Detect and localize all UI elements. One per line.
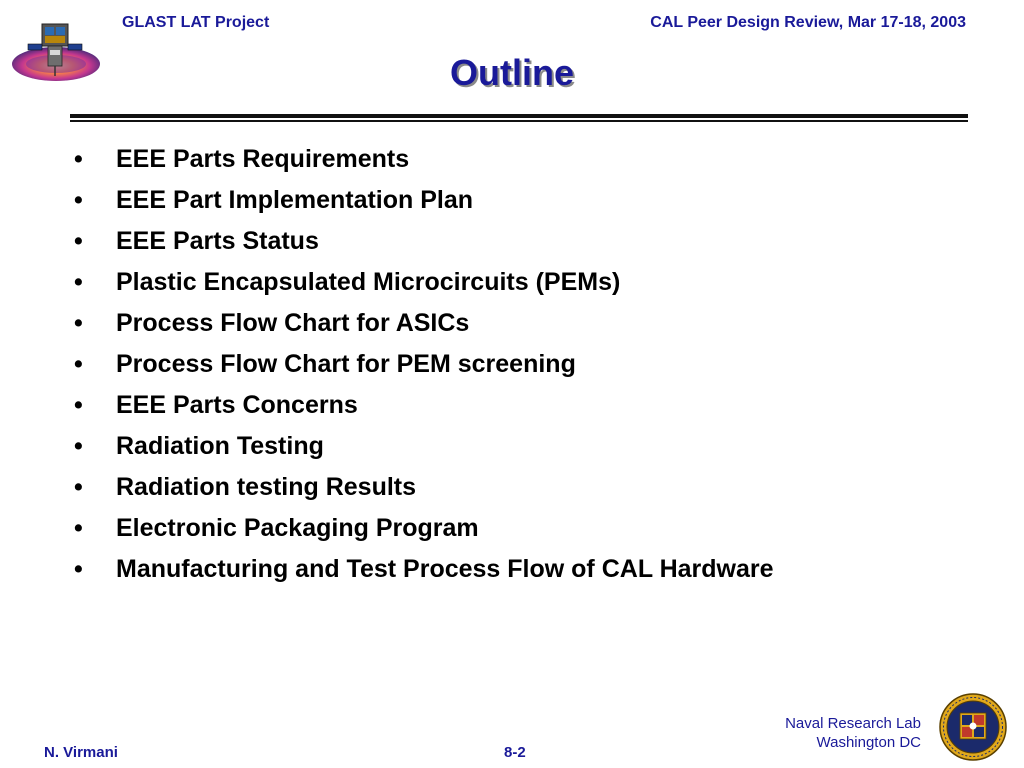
- bullet-icon: •: [74, 309, 83, 337]
- bullet-icon: •: [74, 391, 83, 419]
- outline-item-text: EEE Parts Status: [116, 227, 319, 255]
- title-divider-thick: [70, 114, 968, 118]
- outline-item-text: Radiation testing Results: [116, 473, 417, 501]
- bullet-icon: •: [74, 186, 83, 214]
- author-name: N. Virmani: [44, 744, 118, 761]
- outline-item-text: Plastic Encapsulated Microcircuits (PEMs): [116, 268, 621, 296]
- outline-item-text: EEE Part Implementation Plan: [116, 186, 474, 214]
- outline-item-text: Electronic Packaging Program: [116, 514, 479, 542]
- project-name: GLAST LAT Project: [122, 14, 270, 31]
- bullet-icon: •: [74, 473, 83, 501]
- outline-item-text: Process Flow Chart for ASICs: [116, 309, 470, 337]
- review-name-date: CAL Peer Design Review, Mar 17-18, 2003: [650, 14, 966, 31]
- outline-item-text: Process Flow Chart for PEM screening: [116, 350, 576, 378]
- bullet-icon: •: [74, 514, 83, 542]
- title-divider-thin: [70, 120, 968, 122]
- outline-item-text: EEE Parts Concerns: [116, 391, 358, 419]
- bullet-icon: •: [74, 145, 83, 173]
- page-number: 8-2: [504, 744, 526, 761]
- slide-title: Outline: [450, 52, 574, 93]
- bullet-icon: •: [74, 555, 83, 583]
- bullet-icon: •: [74, 227, 83, 255]
- outline-item-text: Manufacturing and Test Process Flow of CAL Hardware: [116, 555, 774, 583]
- naval-research-lab-seal-icon: [938, 692, 1008, 762]
- bullet-icon: •: [74, 432, 83, 460]
- outline-item-text: EEE Parts Requirements: [116, 145, 410, 173]
- org-name: Naval Research Lab: [785, 715, 921, 732]
- org-location: Washington DC: [816, 734, 921, 751]
- bullet-icon: •: [74, 268, 83, 296]
- bullet-icon: •: [74, 350, 83, 378]
- outline-item-text: Radiation Testing: [116, 432, 324, 460]
- organization-block: [785, 714, 921, 752]
